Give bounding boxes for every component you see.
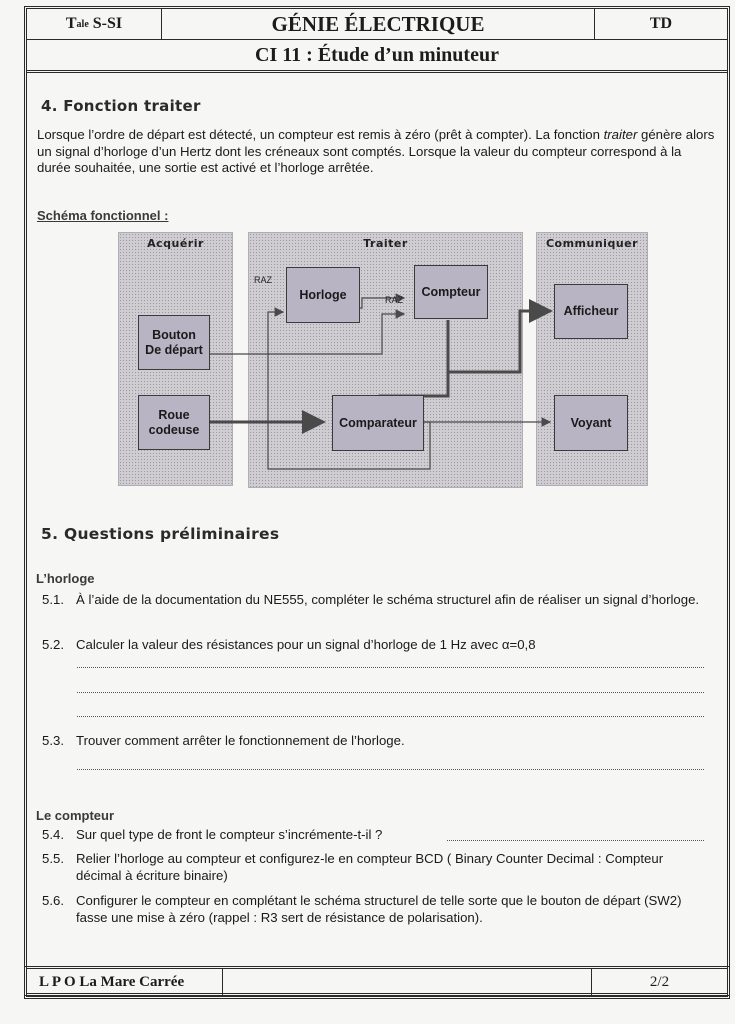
block-comparateur: Comparateur — [332, 395, 424, 451]
answer-line[interactable] — [447, 840, 704, 841]
page-footer — [24, 966, 730, 999]
answer-line[interactable] — [77, 716, 704, 717]
block-afficheur: Afficheur — [554, 284, 628, 339]
bouton-line2: De départ — [145, 342, 203, 357]
section-4-paragraph — [37, 127, 717, 177]
class-level-sup: ale — [76, 18, 89, 30]
question-text: Sur quel type de front le compteur s’incrémente-t-il ? — [76, 827, 383, 842]
question-text: À l’aide de la documentation du NE555, compléter le schéma structurel afin de réaliser un signal d’horloge. — [76, 592, 700, 607]
group-traiter-title: Traiter — [363, 237, 408, 250]
question-5-6 — [42, 893, 710, 926]
page-frame — [24, 6, 730, 996]
roue-line1: Roue — [158, 407, 190, 422]
block-horloge: Horloge — [286, 267, 360, 323]
question-number: 5.5. — [42, 851, 64, 866]
question-text: Calculer la valeur des résistances pour un signal d’horloge de 1 Hz avec α=0,8 — [76, 637, 536, 652]
block-voyant: Voyant — [554, 395, 628, 451]
question-number: 5.4. — [42, 827, 64, 842]
answer-line[interactable] — [77, 667, 704, 668]
subsection-horloge: L’horloge — [36, 571, 95, 586]
doc-type: TD — [649, 15, 673, 32]
question-number: 5.3. — [42, 733, 64, 748]
raz-horloge-label: RAZ — [254, 275, 272, 285]
question-5-2 — [42, 637, 702, 654]
question-5-1 — [42, 592, 702, 609]
roue-line2: codeuse — [148, 422, 200, 437]
class-level-letter: T — [65, 15, 77, 32]
answer-line[interactable] — [77, 692, 704, 693]
class-level — [27, 9, 162, 39]
question-text: Trouver comment arrêter le fonctionnement de l’horloge. — [76, 733, 405, 748]
raz-compteur-label: RAZ — [385, 295, 403, 305]
page-footer-wrap — [24, 966, 730, 996]
bouton-line1: Bouton — [152, 327, 196, 342]
document-title: CI 11 : Étude d’un minuteur — [255, 43, 499, 66]
block-compteur: Compteur — [414, 265, 488, 319]
school-name: L P O La Mare Carrée — [27, 969, 223, 996]
page-number: 2/2 — [649, 974, 670, 990]
question-text: Configurer le compteur en complétant le schéma structurel de telle sorte que le bouton de départ (SW2) fasse une mise à zéro (rappel : R3 sert de résistance de polarisation). — [76, 893, 682, 925]
block-bouton-depart — [138, 315, 210, 370]
question-number: 5.1. — [42, 592, 64, 607]
answer-line[interactable] — [77, 769, 704, 770]
group-acquerir-title: Acquérir — [147, 237, 204, 250]
question-5-5 — [42, 851, 710, 884]
class-name: S-SI — [92, 15, 123, 32]
question-5-4 — [42, 827, 702, 844]
functional-diagram — [118, 232, 648, 488]
question-text: Relier l’horloge au compteur et configurez-le en compteur BCD ( Binary Counter Decimal : Compteur décimal à écriture binaire) — [76, 851, 664, 883]
section-5-title: 5. Questions préliminaires — [41, 525, 280, 543]
schema-label: Schéma fonctionnel : — [37, 208, 169, 223]
section-4-title: 4. Fonction traiter — [41, 97, 201, 115]
footer-blank-cell — [223, 969, 592, 996]
block-roue-codeuse — [138, 395, 210, 450]
question-number: 5.2. — [42, 637, 64, 652]
para-italic: traiter — [603, 127, 638, 142]
group-communiquer-title: Communiquer — [545, 237, 639, 250]
question-number: 5.6. — [42, 893, 64, 908]
subsection-compteur: Le compteur — [36, 808, 115, 823]
question-5-3 — [42, 733, 702, 750]
para-text-2: génère alors un signal d’horloge d’un Hertz dont les créneaux sont comptés. Lorsque la valeur du compteur correspond à la durée souhaitée, une sortie est activé et l’horloge arrêtée. — [37, 127, 715, 175]
subject-title: GÉNIE ÉLECTRIQUE — [162, 9, 595, 39]
page-header — [27, 9, 727, 73]
para-text-1: Lorsque l’ordre de départ est détecté, un compteur est remis à zéro (prêt à compter). La fonction — [37, 127, 604, 142]
